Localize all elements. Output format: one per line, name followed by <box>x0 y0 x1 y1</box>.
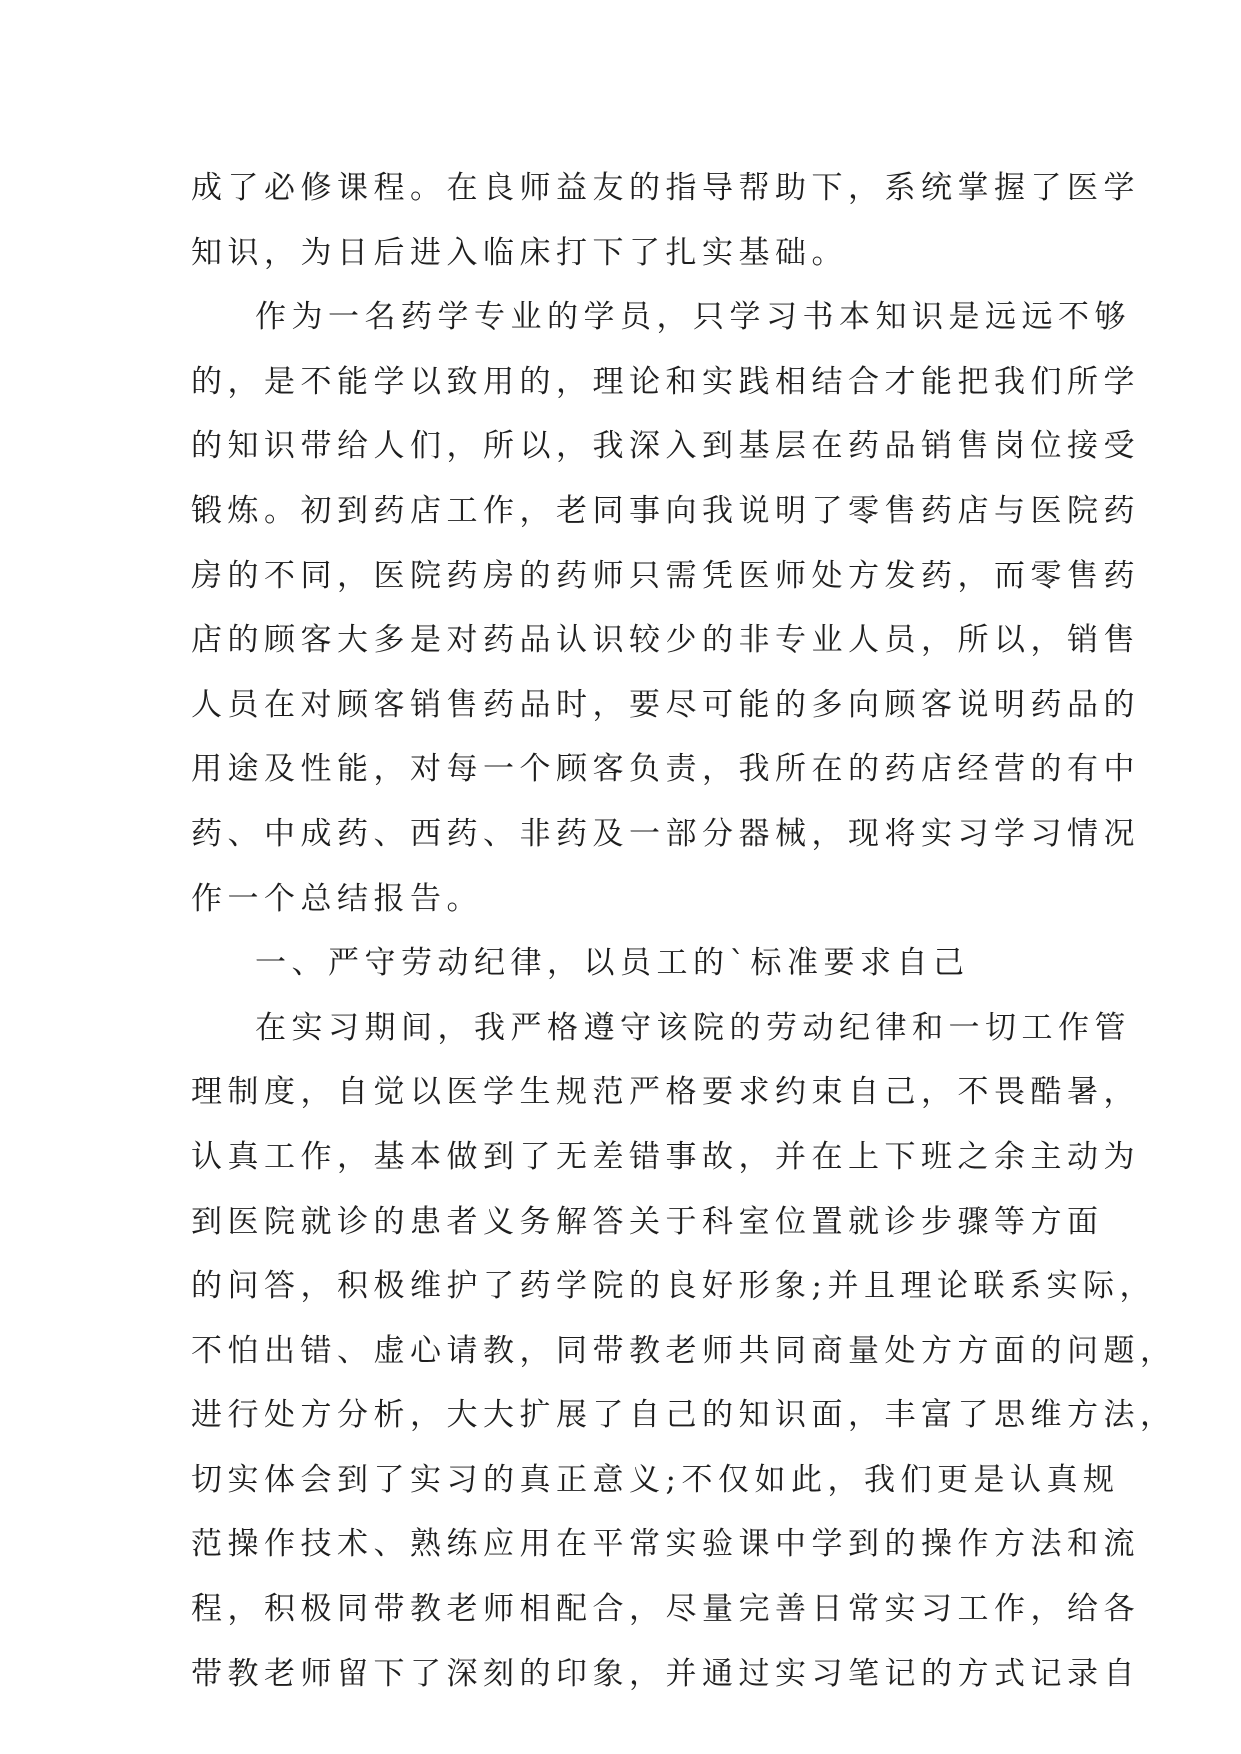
text-line: 带教老师留下了深刻的印象，并通过实习笔记的方式记录自 <box>191 1655 1140 1692</box>
text-line: 的，是不能学以致用的，理论和实践相结合才能把我们所学 <box>191 363 1140 400</box>
body-text <box>191 156 1177 1706</box>
text-line: 锻炼。初到药店工作，老同事向我说明了零售药店与医院药 <box>191 492 1140 529</box>
text-line: 在实习期间，我严格遵守该院的劳动纪律和一切工作管 <box>255 1009 1131 1046</box>
text-line: 理制度，自觉以医学生规范严格要求约束自己，不畏酷暑， <box>191 1074 1140 1111</box>
text-line: 知识，为日后进入临床打下了扎实基础。 <box>191 234 848 271</box>
text-line: 成了必修课程。在良师益友的指导帮助下，系统掌握了医学 <box>191 170 1140 206</box>
text-line: 作一个总结报告。 <box>191 880 483 917</box>
text-line: 不怕出错、虚心请教，同带教老师共同商量处方方面的问题， <box>191 1332 1177 1369</box>
text-line: 切实体会到了实习的真正意义;不仅如此，我们更是认真规 <box>191 1461 1120 1498</box>
text-line: 人员在对顾客销售药品时，要尽可能的多向顾客说明药品的 <box>191 686 1140 723</box>
section-heading: 一、严守劳动纪律，以员工的`标准要求自己 <box>255 945 970 982</box>
text-line: 范操作技术、熟练应用在平常实验课中学到的操作方法和流 <box>191 1526 1140 1563</box>
text-line: 进行处方分析，大大扩展了自己的知识面，丰富了思维方法， <box>191 1397 1177 1434</box>
text-line: 程，积极同带教老师相配合，尽量完善日常实习工作，给各 <box>191 1591 1140 1628</box>
text-line: 房的不同，医院药房的药师只需凭医师处方发药，而零售药 <box>191 557 1140 594</box>
text-line: 的知识带给人们，所以，我深入到基层在药品销售岗位接受 <box>191 428 1140 465</box>
text-line: 到医院就诊的患者义务解答关于科室位置就诊步骤等方面 <box>191 1203 1104 1240</box>
text-line: 店的顾客大多是对药品认识较少的非专业人员，所以，销售 <box>191 622 1140 659</box>
text-line: 用途及性能，对每一个顾客负责，我所在的药店经营的有中 <box>191 751 1140 788</box>
text-line: 认真工作，基本做到了无差错事故，并在上下班之余主动为 <box>191 1138 1140 1175</box>
text-line: 的问答，积极维护了药学院的良好形象;并且理论联系实际， <box>191 1268 1156 1305</box>
text-line: 药、中成药、西药、非药及一部分器械，现将实习学习情况 <box>191 815 1140 852</box>
text-line: 作为一名药学专业的学员，只学习书本知识是远远不够 <box>255 299 1131 336</box>
